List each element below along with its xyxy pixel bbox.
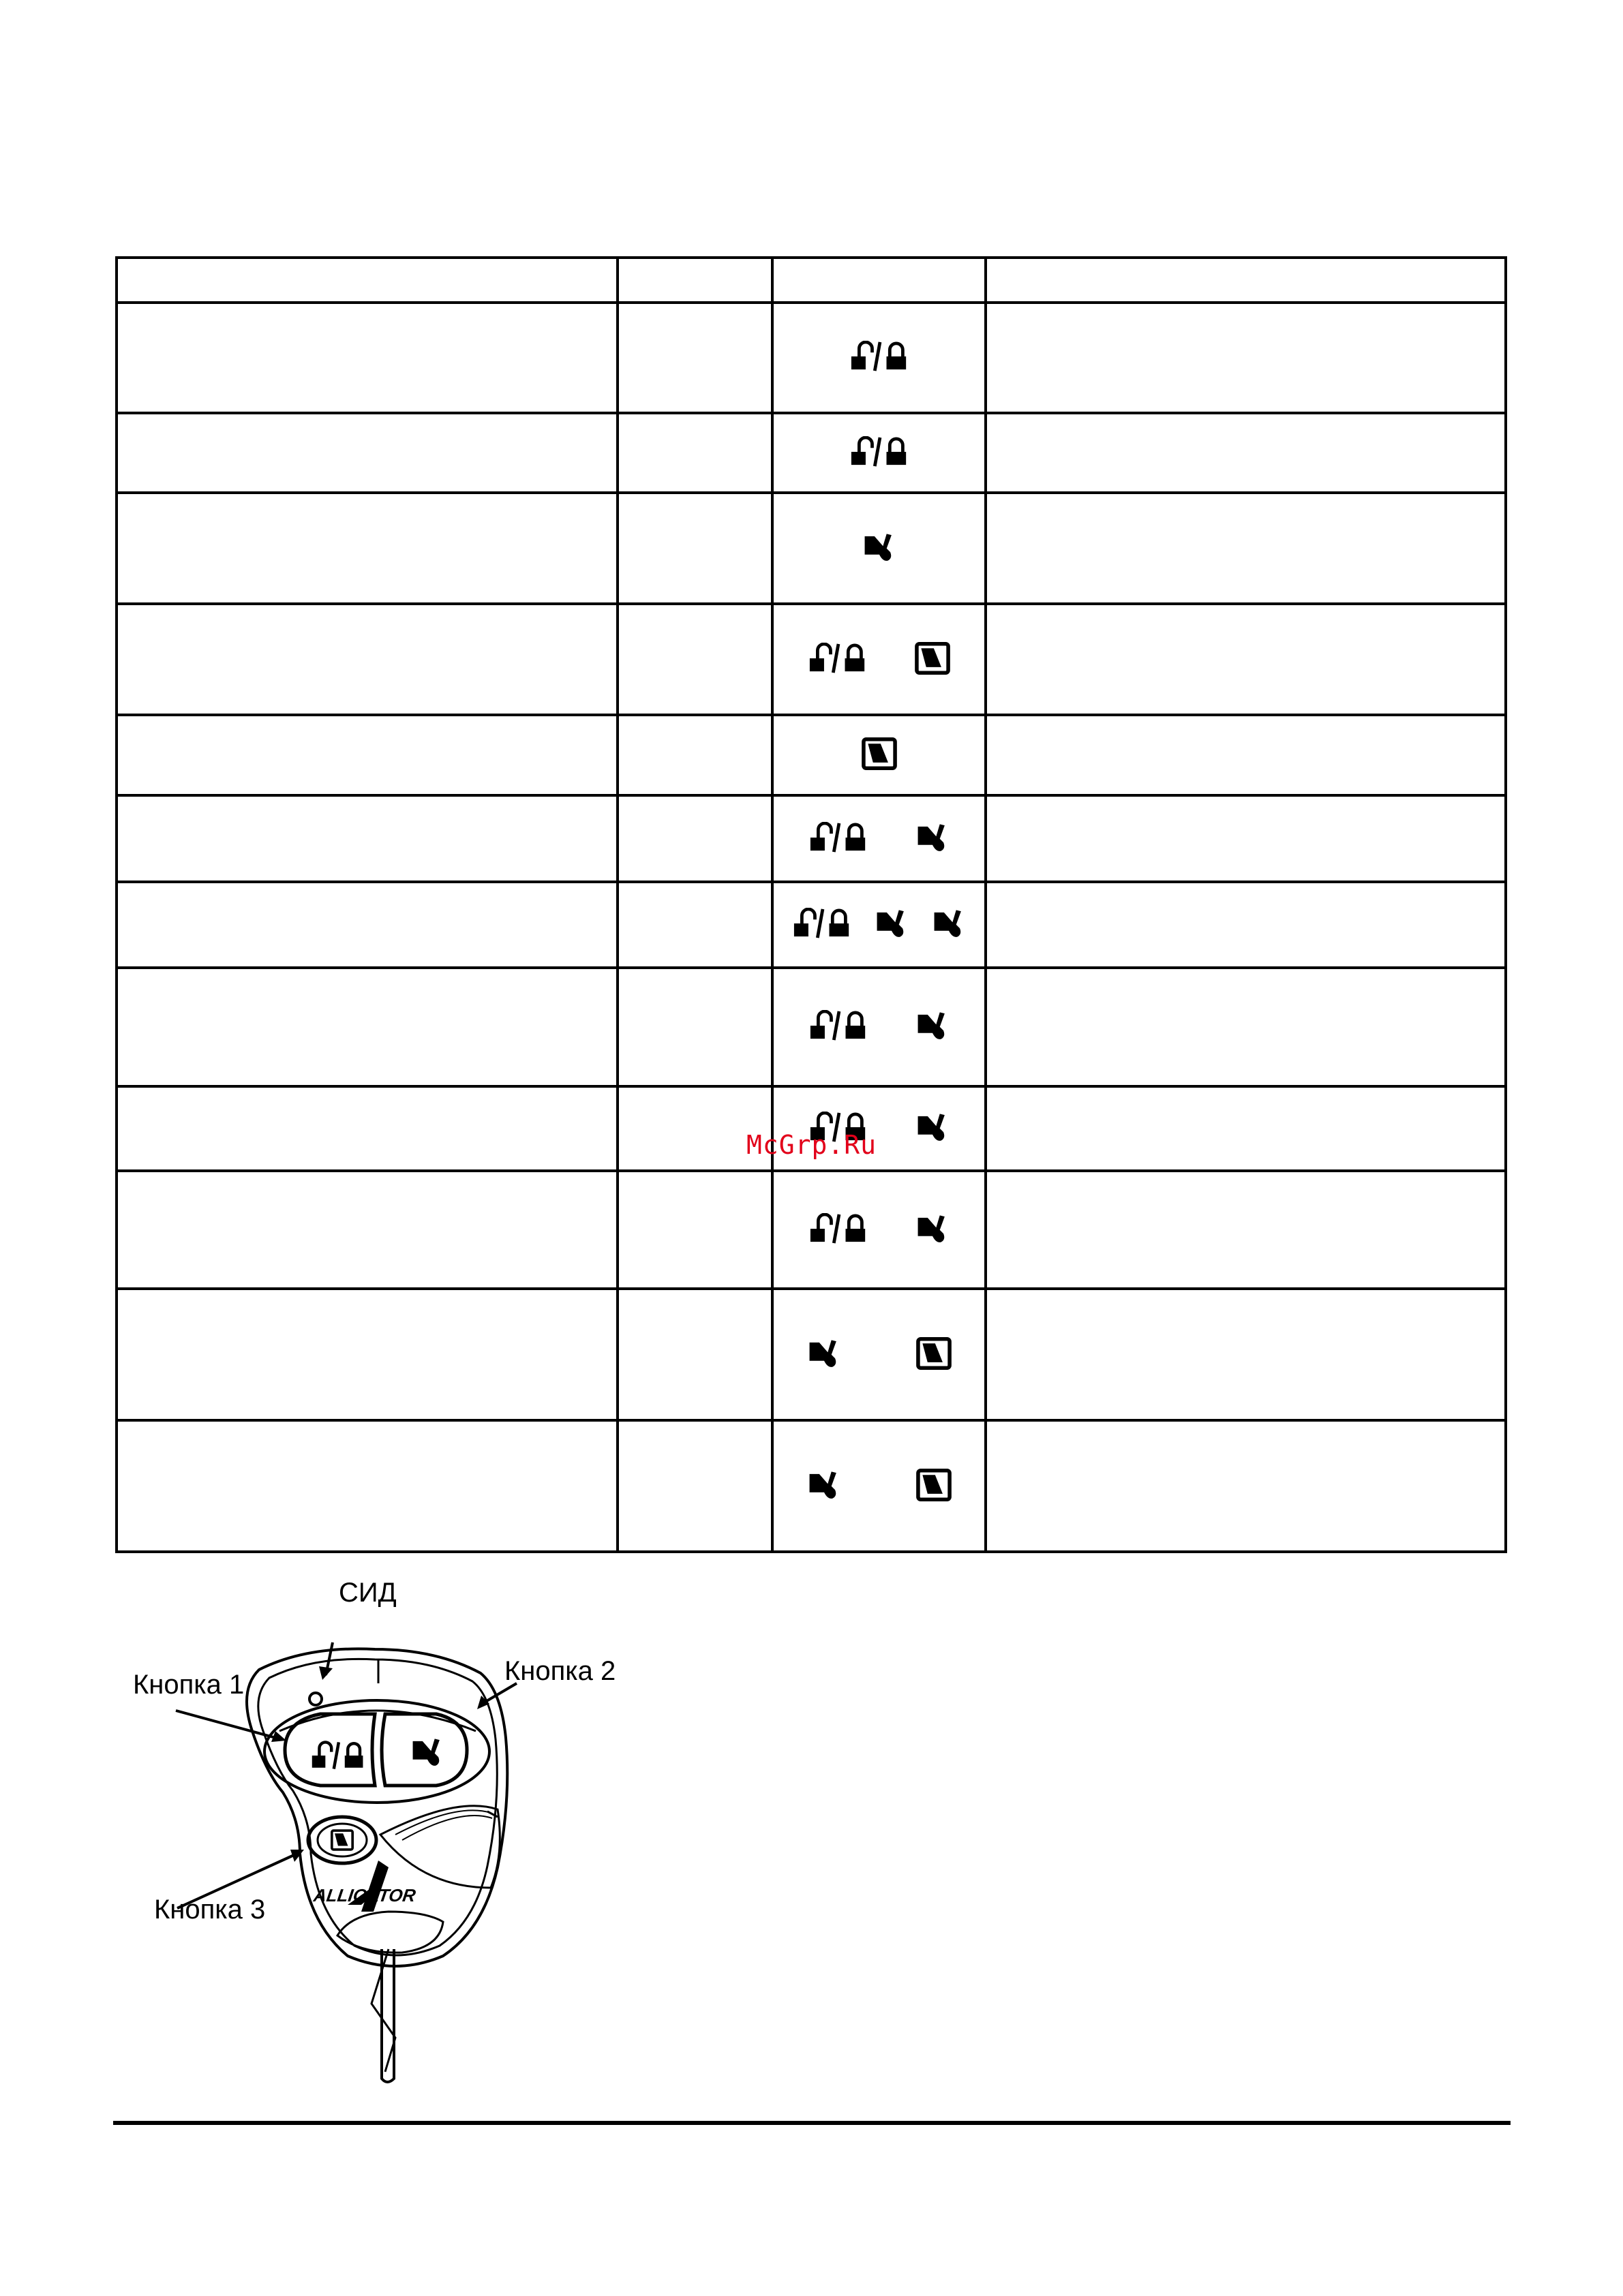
lock-unlock-icon (850, 341, 909, 372)
table-row (115, 602, 1507, 714)
table-row (115, 1419, 1507, 1550)
lock-unlock-icon (809, 822, 868, 853)
table-row (115, 301, 1507, 412)
row-buttons-cell (773, 301, 986, 412)
trunk-icon (875, 906, 909, 940)
lock-unlock-icon (808, 643, 867, 674)
row-buttons-cell (773, 491, 986, 602)
table-row (115, 1169, 1507, 1287)
table-row (115, 1287, 1507, 1419)
table-row (115, 794, 1507, 881)
watermark: McGrp.Ru (746, 1130, 877, 1160)
trunk-icon (915, 1110, 950, 1144)
row-buttons-cell (773, 881, 986, 966)
led-indicator (309, 1693, 322, 1705)
brand-text: ALLIGATOR (312, 1885, 417, 1905)
led-label: СИД (339, 1578, 397, 1608)
row-buttons-cell (773, 602, 986, 714)
trunk-icon (807, 1336, 841, 1371)
row-buttons-cell (773, 412, 986, 491)
alligator-logo (312, 1861, 416, 1912)
button3-label: Кнопка 3 (154, 1895, 266, 1925)
table-row (115, 412, 1507, 491)
row-buttons-cell (773, 714, 986, 794)
row-buttons-cell (773, 794, 986, 881)
footer-rule (113, 2121, 1511, 2125)
button1-label: Кнопка 1 (133, 1670, 245, 1700)
aux-icon (916, 1337, 952, 1370)
row-buttons-cell (773, 1287, 986, 1419)
remote-figure (102, 1567, 648, 2113)
table-row (115, 881, 1507, 966)
table-row (115, 491, 1507, 602)
trunk-icon (915, 821, 950, 855)
lock-unlock-icon (809, 1213, 868, 1244)
button-pod (264, 1700, 489, 1803)
aux-icon (916, 1469, 952, 1501)
row-divider (115, 256, 1507, 259)
lock-unlock-icon (850, 436, 909, 468)
row-divider (115, 1550, 1507, 1553)
table-row (115, 714, 1507, 794)
row-buttons-cell (773, 1169, 986, 1287)
function-table (115, 256, 1507, 1553)
trunk-icon (932, 906, 966, 940)
trunk-icon (807, 1468, 841, 1502)
aux-icon (915, 642, 950, 675)
trunk-icon (915, 1009, 950, 1043)
row-buttons-cell (773, 966, 986, 1085)
trunk-icon (862, 530, 896, 564)
remote-drawing (102, 1567, 648, 2113)
aux-icon (862, 737, 897, 770)
table-row (115, 966, 1507, 1085)
lock-unlock-icon (809, 1010, 868, 1041)
lock-unlock-icon (793, 908, 851, 939)
trunk-icon (915, 1212, 950, 1246)
remote-body-outline (247, 1649, 507, 1966)
button2-label: Кнопка 2 (504, 1656, 616, 1686)
row-buttons-cell (773, 1419, 986, 1550)
